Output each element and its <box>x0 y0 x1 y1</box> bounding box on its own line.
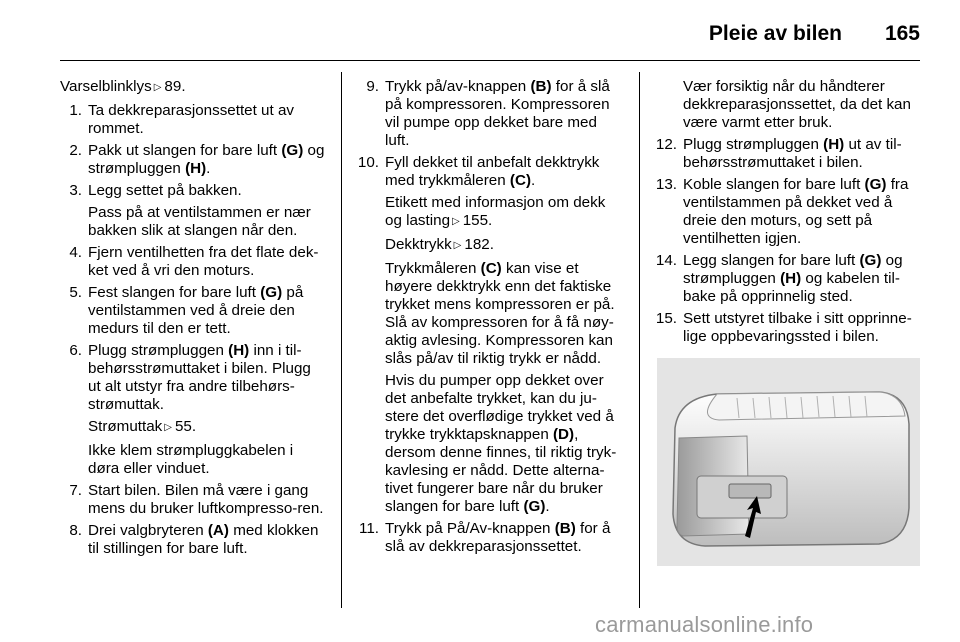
caution-text: Vær forsiktig når du håndterer dekkreparasjonssettet, da det kan være varmt etter bruk. <box>683 78 911 131</box>
step-3-note: Pass på at ventilstammen er nær bakken slik at slangen når den. <box>88 204 311 239</box>
step-3: 3. Legg settet på bakken. <box>69 182 242 199</box>
compressor-figure <box>657 358 920 566</box>
column-3 <box>655 78 923 350</box>
page-title: Pleie av bilen <box>708 22 842 45</box>
step-2: 2. Pakk ut slangen for bare luft (G) og strømpluggen (H). <box>69 142 325 177</box>
column-1 <box>60 78 326 562</box>
step-7: 7. Start bilen. Bilen må være i gang mens du bruker luftkompresso-ren. <box>69 482 324 517</box>
step-6-note-1: Strømuttak▷ 55. <box>60 418 326 438</box>
page-ref-icon <box>450 212 463 229</box>
step-10-note-3: Trykkmåleren (C) kan vise et høyere dekktrykk enn det faktiske trykket mens kompressoren er på. Slå av kompressoren for å få nøy-aktig avlesing. Kompressoren kan slås på/av til riktig trykk er nådd. <box>385 260 615 367</box>
column-divider-2 <box>639 72 640 608</box>
step-10-note-1: Etikett med informasjon om dekk og lasting▷ 155. <box>357 194 625 232</box>
step-13: 13. Koble slangen for bare luft (G) fra ventilstammen på dekket ved å dreie den moturs, og sett på ventilhetten igjen. <box>655 176 909 247</box>
step-8: 8. Drei valgbryteren (A) med klokken til stillingen for bare luft. <box>69 522 319 557</box>
step-14: 14. Legg slangen for bare luft (G) og strømpluggen (H) og kabelen til-bake på opprinnelig sted. <box>655 252 903 305</box>
step-10-note-4: Hvis du pumper opp dekket over det anbefalte trykket, kan du ju-stere det overflødige trykket ved å trykke trykktapsknappen (D), dersom denne finnes, til riktig tryk-kavlesing er nådd. Dette alterna-tivet fungerer bare når du bruker slangen for bare luft (G). <box>385 372 617 515</box>
step-6: 6. Plugg strømpluggen (H) inn i til-behørsstrømuttaket i bilen. Plugg ut alt utstyr fra andre tilbehørs-strømuttak. <box>69 342 311 413</box>
compressor-illustration-icon <box>657 358 920 566</box>
step-1: 1. Ta dekkreparasjonssettet ut av rommet. <box>69 102 294 137</box>
step-15: 15. Sett utstyret tilbake i sitt opprinne-lige oppbevaringssted i bilen. <box>655 310 912 345</box>
column-2 <box>357 78 625 560</box>
step-12: 12. Plugg strømpluggen (H) ut av til-behørsstrømuttaket i bilen. <box>655 136 902 171</box>
page-ref-icon <box>152 78 165 95</box>
page-ref-icon <box>452 236 465 253</box>
page-ref-icon <box>162 418 175 435</box>
step-11: 11. Trykk på På/Av-knappen (B) for å slå av dekkreparasjonssettet. <box>359 520 611 555</box>
step-5: 5. Fest slangen for bare luft (G) på ventilstammen ved å dreie den medurs til den er tett. <box>69 284 304 337</box>
step-4: 4. Fjern ventilhetten fra det flate dek-ket ved å vri den moturs. <box>69 244 319 279</box>
page-number: 165 <box>884 22 920 45</box>
intro-text: Varselblinklys▷ 89. <box>60 78 326 98</box>
step-10: 10. Fyll dekket til anbefalt dekktrykk med trykkmåleren (C). <box>357 154 600 189</box>
step-10-note-2: Dekktrykk▷ 182. <box>357 236 625 256</box>
page-header <box>0 0 960 64</box>
header-divider <box>60 60 920 61</box>
step-6-note-2: Ikke klem strømpluggkabelen i døra eller vinduet. <box>88 442 294 477</box>
step-9: 9. Trykk på/av-knappen (B) for å slå på kompressoren. Kompressoren vil pumpe opp dekket bare med luft. <box>366 78 610 149</box>
column-divider-1 <box>341 72 342 608</box>
watermark: carmanualsonline.info <box>595 612 814 637</box>
